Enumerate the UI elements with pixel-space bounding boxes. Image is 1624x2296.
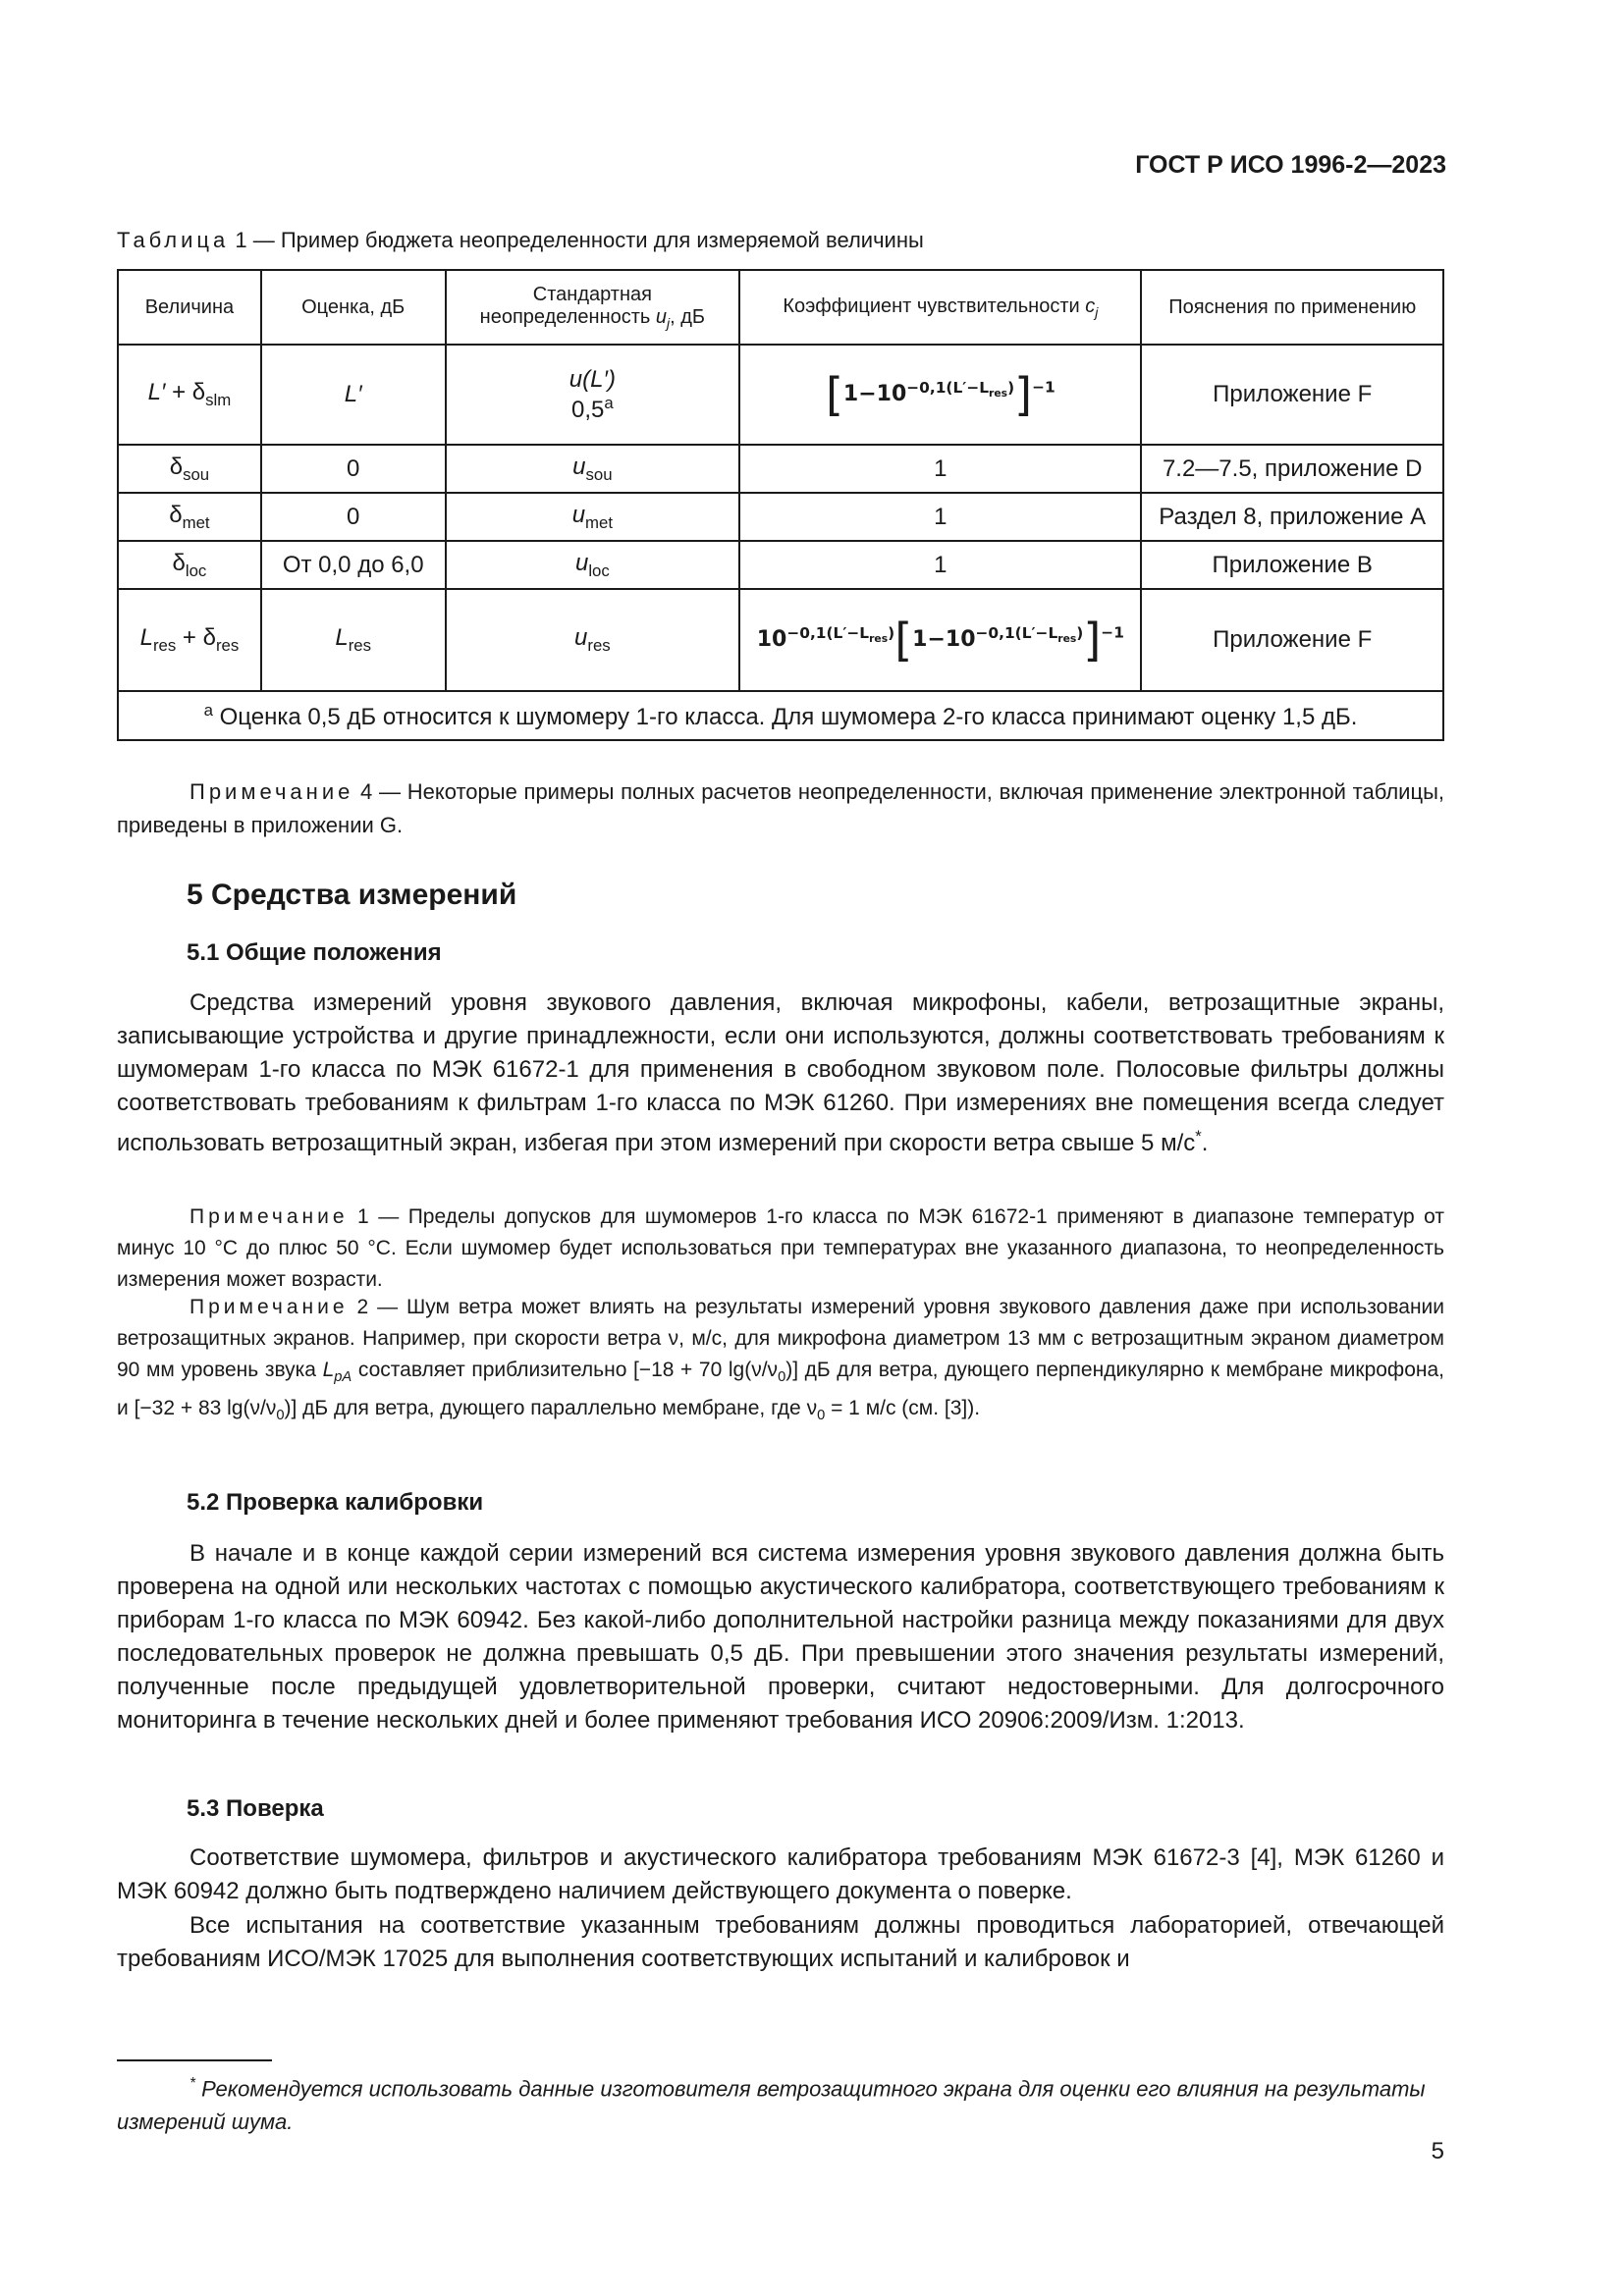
cell-uncertainty: $u_{loc}$: [446, 541, 740, 589]
table-footnote: $^a$ Оценка 0,5 дБ относится к шумомеру 1-го класса. Для шумомера 2-го класса принимают оценку 1,5 дБ.: [118, 691, 1443, 740]
section-5-title: 5 Средства измерений: [187, 879, 517, 911]
cell-uncertainty: u(L′) 0,5$^a$: [446, 345, 740, 445]
cell-quantity: $\delta_{met}$: [118, 493, 261, 541]
standard-header: ГОСТ Р ИСО 1996-2—2023: [1135, 151, 1446, 179]
cell-note: Приложение B: [1141, 541, 1443, 589]
cell-uncertainty: $u_{res}$: [446, 589, 740, 691]
cell-quantity: $\delta_{sou}$: [118, 445, 261, 493]
cell-coefficient: 1: [739, 493, 1141, 541]
section-5-1-title: 5.1 Общие положения: [187, 939, 442, 966]
cell-coefficient: 1: [739, 445, 1141, 493]
cell-coefficient-formula: $10^{-0,1(L'-L_{res})}[1-10^{-0,1(L'-L_{res})}]^{-1}$: [739, 589, 1141, 691]
section-5-2-text: В начале и в конце каждой серии измерений вся система измерения уровня звукового давления должна быть проверена на одной или нескольких частотах с помощью акустического калибратора, соответствующего требованиям к приборам 1-го класса по МЭК 60942. Без какой-либо дополнительной настройки разница между показаниями для двух последовательных проверок не должна превышать 0,5 дБ. При превышении этого значения результаты измерений, полученные после предыдущей удовлетворительной проверки, считают недостоверными. Для долгосрочного мониторинга в течение нескольких дней и более применяют требования ИСО 20906:2009/Изм. 1:2013.: [117, 1540, 1444, 1734]
table-header-row: [118, 270, 1443, 345]
section-5-2-title: 5.2 Проверка калибровки: [187, 1489, 484, 1516]
cell-note: Приложение F: [1141, 345, 1443, 445]
section-5-3-title: 5.3 Поверка: [187, 1795, 324, 1822]
cell-note: Раздел 8, приложение A: [1141, 493, 1443, 541]
section-5-3-text-2: Все испытания на соответствие указанным требованиям должны проводиться лабораторией, отвечающей требованиям ИСО/МЭК 17025 для выполнения соответствующих испытаний и калибровок и: [117, 1912, 1444, 1972]
table-row: [118, 589, 1443, 691]
cell-quantity: $L' + \delta_{slm}$: [118, 345, 261, 445]
table-row: [118, 541, 1443, 589]
cell-uncertainty: $u_{met}$: [446, 493, 740, 541]
table-caption-text: 1 — Пример бюджета неопределенности для измеряемой величины: [235, 228, 924, 252]
table-caption-label: Таблица: [117, 228, 230, 252]
section-5-3-text-1: Соответствие шумомера, фильтров и акустического калибратора требованиям МЭК 61672-3 [4], МЭК 61260 и МЭК 60942 должно быть подтверждено наличием действующего документа о поверке.: [117, 1844, 1444, 1904]
cell-uncertainty: $u_{sou}$: [446, 445, 740, 493]
cell-estimate: L′: [261, 345, 446, 445]
footnote-divider: [117, 2059, 272, 2061]
page-footnote: * Рекомендуется использовать данные изготовителя ветрозащитного экрана для оценки его влияния на результаты измерений шума.: [117, 2075, 1426, 2135]
header-notes: Пояснения по применению: [1141, 270, 1443, 345]
header-estimate: Оценка, дБ: [261, 270, 446, 345]
note-4: Примечание 4 — Некоторые примеры полных расчетов неопределенности, включая применение электронной таблицы, приведены в приложении G.: [117, 779, 1444, 837]
cell-note: Приложение F: [1141, 589, 1443, 691]
page-number: 5: [1431, 2138, 1444, 2164]
cell-quantity: $\delta_{loc}$: [118, 541, 261, 589]
cell-estimate: $L_{res}$: [261, 589, 446, 691]
cell-estimate: 0: [261, 493, 446, 541]
cell-note: 7.2—7.5, приложение D: [1141, 445, 1443, 493]
section-5-1-text: Средства измерений уровня звукового давления, включая микрофоны, кабели, ветрозащитные экраны, записывающие устройства и другие принадлежности, если они используются, должны соответствовать требованиям к шумомерам 1-го класса по МЭК 61672-1 для применения в свободном звуковом поле. Полосовые фильтры должны соответствовать требованиям к фильтрам 1-го класса по МЭК 61260. При измерениях вне помещения всегда следует использовать ветрозащитный экран, избегая при этом измерений при скорости ветра свыше 5 м/с*.: [117, 989, 1444, 1156]
note-1: Примечание 1 — Пределы допусков для шумомеров 1-го класса по МЭК 61672-1 применяют в диапазоне температур от минус 10 °С до плюс 50 °С. Если шумомер будет использоваться при температурах вне указанного диапазона, то неопределенность измерения может возрасти.: [117, 1205, 1444, 1291]
cell-estimate: От 0,0 до 6,0: [261, 541, 446, 589]
uncertainty-budget-table: [117, 269, 1444, 741]
cell-coefficient: 1: [739, 541, 1141, 589]
table-row: [118, 493, 1443, 541]
cell-coefficient-formula: $[1-10^{-0,1(L'-L_{res})}]^{-1}$: [739, 345, 1141, 445]
header-quantity: Величина: [118, 270, 261, 345]
table-footnote-row: [118, 691, 1443, 740]
cell-estimate: 0: [261, 445, 446, 493]
table-row: [118, 345, 1443, 445]
table-row: [118, 445, 1443, 493]
header-std-uncertainty: Стандартная неопределенность $u_j$, дБ: [446, 270, 740, 345]
note-2: Примечание 2 — Шум ветра может влиять на результаты измерений уровня звукового давления даже при использовании ветрозащитных экранов. Например, при скорости ветра ν, м/с, для микрофона диаметром 13 мм с ветрозащитным экраном диаметром 90 мм уровень звука $L_{pA}$ составляет приблизительно [−18 + 70 $\lg(\nu/\nu_0)$] дБ для ветра, дующего перпендикулярно к мембране микрофона, и [−32 + 83 $\lg(\nu/\nu_0)$] дБ для ветра, дующего параллельно мембране, где $\nu_0 = 1$ м/с (см. [3]).: [117, 1296, 1445, 1424]
header-sensitivity-coef: Коэффициент чувствительности $c_j$: [739, 270, 1141, 345]
cell-quantity: $L_{res} + \delta_{res}$: [118, 589, 261, 691]
table-caption: [117, 228, 924, 253]
